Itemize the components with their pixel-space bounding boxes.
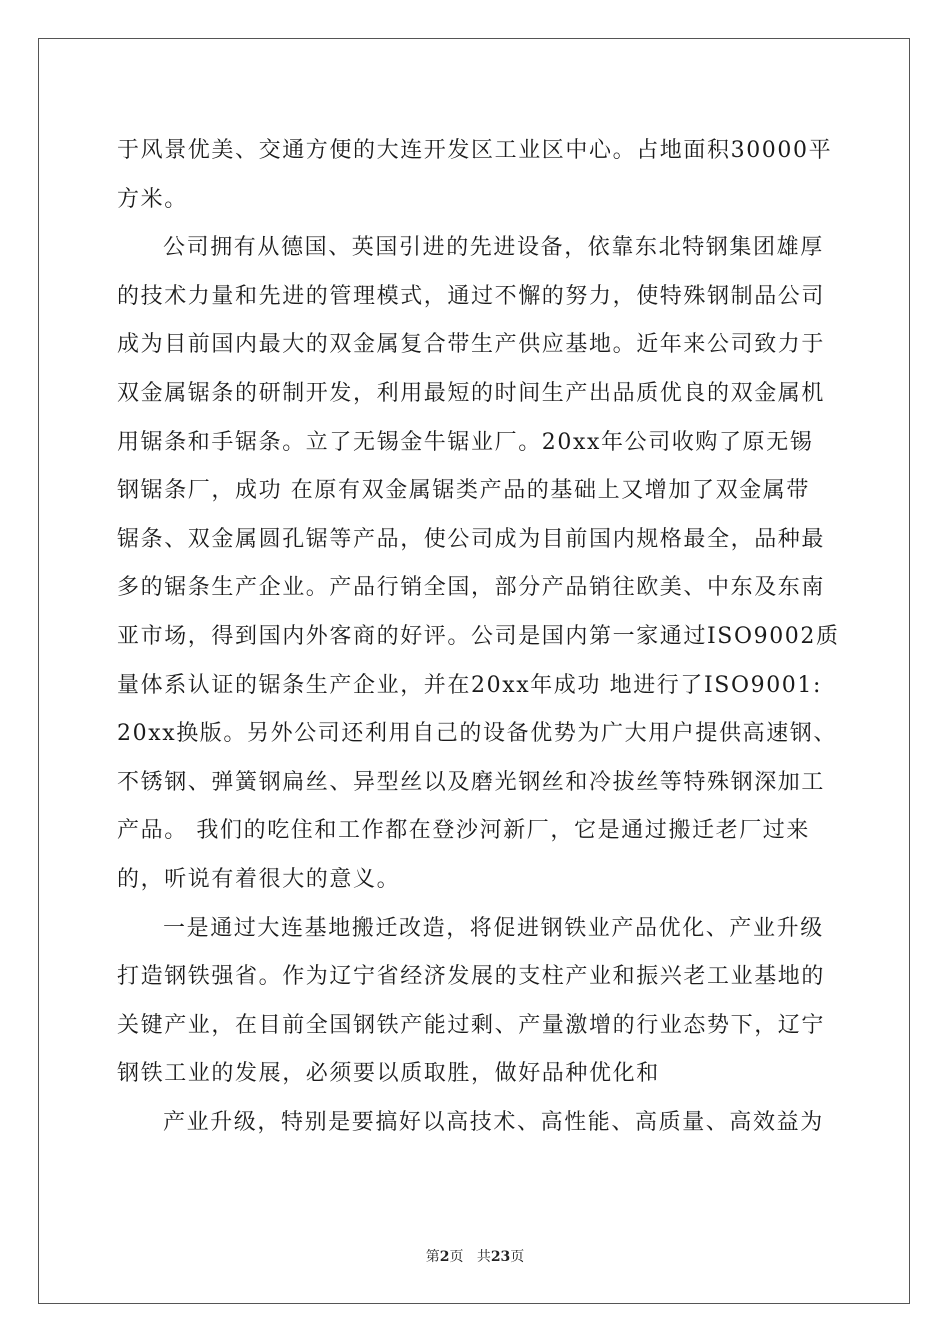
total-suffix: 页 — [510, 1249, 525, 1265]
text-line: 量体系认证的锯条生产企业，并在20xx年成功 地进行了ISO9001: — [117, 672, 823, 698]
text-line: 关键产业，在目前全国钢铁产能过剩、产量激增的行业态势下，辽宁 — [117, 1012, 826, 1038]
text-line: 的技术力量和先进的管理模式，通过不懈的努力，使特殊钢制品公司 — [117, 283, 826, 309]
text-line: 的，听说有着很大的意义。 — [117, 866, 401, 892]
text-line: 双金属锯条的研制开发，利用最短的时间生产出品质优良的双金属机 — [117, 380, 826, 406]
text-line: 不锈钢、弹簧钢扁丝、异型丝以及磨光钢丝和冷拔丝等特殊钢深加工 — [117, 769, 826, 795]
page-suffix: 页 — [449, 1249, 464, 1265]
page-number: 2 — [439, 1249, 450, 1265]
text-line: 一是通过大连基地搬迁改造，将促进钢铁业产品优化、产业升级 — [163, 915, 824, 941]
page-prefix: 第 — [425, 1249, 440, 1265]
text-line: 多的锯条生产企业。产品行销全国，部分产品销往欧美、中东及东南 — [117, 575, 826, 601]
total-prefix: 共 — [476, 1249, 491, 1265]
text-line: 产业升级，特别是要搞好以高技术、高性能、高质量、高效益为 — [163, 1109, 824, 1135]
text-line: 公司拥有从德国、英国引进的先进设备，依靠东北特钢集团雄厚 — [163, 235, 824, 261]
text-line: 方米。 — [117, 186, 188, 212]
text-line: 产品。 我们的吃住和工作都在登沙河新厂，它是通过搬迁老厂过来 — [117, 818, 810, 844]
text-line: 20xx换版。另外公司还利用自己的设备优势为广大用户提供高速钢、 — [117, 721, 838, 747]
page-footer — [0, 1246, 950, 1266]
document-body — [117, 127, 840, 1147]
text-line: 用锯条和手锯条。立了无锡金牛锯业厂。20xx年公司收购了原无锡 — [117, 429, 814, 455]
total-pages: 23 — [490, 1249, 511, 1265]
text-line: 钢锯条厂，成功 在原有双金属锯类产品的基础上又增加了双金属带 — [117, 478, 810, 504]
text-line: 成为目前国内最大的双金属复合带生产供应基地。近年来公司致力于 — [117, 332, 826, 358]
text-line: 钢铁工业的发展，必须要以质取胜，做好品种优化和 — [117, 1061, 660, 1087]
text-line: 打造钢铁强省。作为辽宁省经济发展的支柱产业和振兴老工业基地的 — [117, 964, 826, 990]
text-line: 锯条、双金属圆孔锯等产品，使公司成为目前国内规格最全，品种最 — [117, 526, 826, 552]
text-line: 于风景优美、交通方便的大连开发区工业区中心。占地面积30000平 — [117, 138, 833, 163]
text-line: 亚市场，得到国内外客商的好评。公司是国内第一家通过ISO9002质 — [117, 623, 840, 649]
